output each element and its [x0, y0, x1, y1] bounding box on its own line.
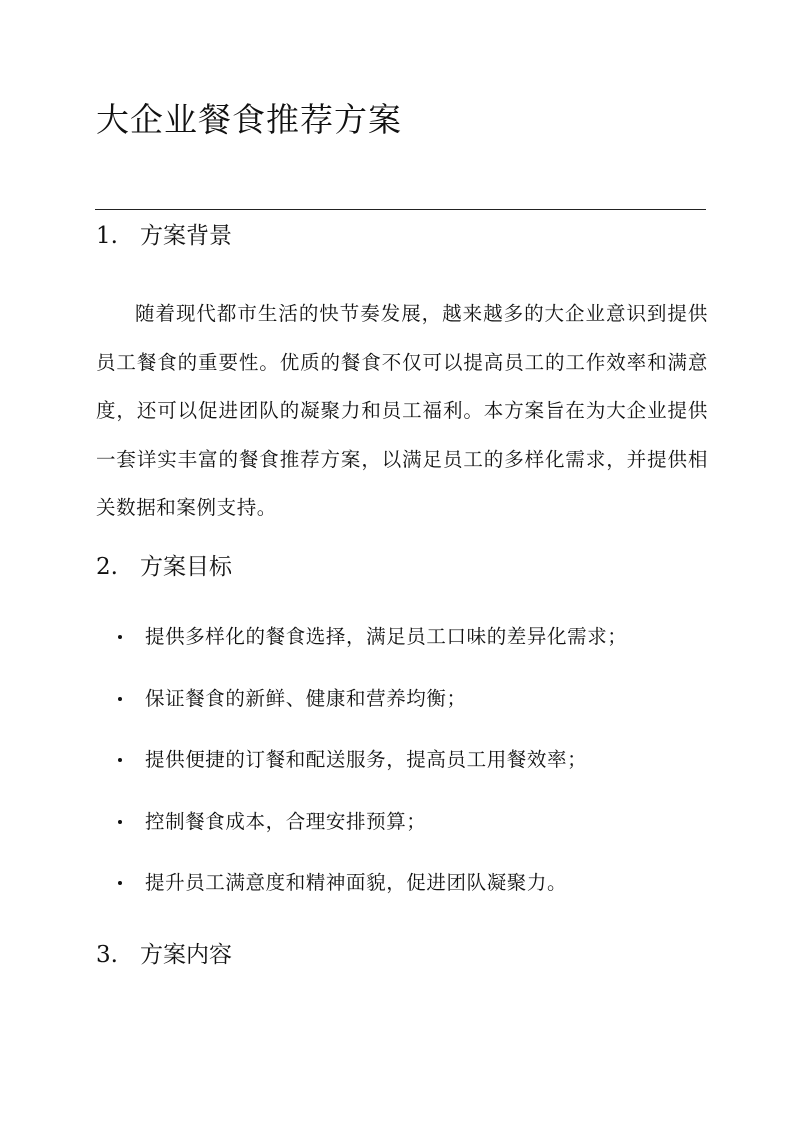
document-title: 大企业餐食推荐方案 [96, 100, 402, 139]
list-item [118, 740, 678, 802]
list-item-text: 保证餐食的新鲜、健康和营养均衡； [145, 686, 467, 710]
list-item [118, 863, 678, 925]
bullet-dot-icon [118, 635, 122, 639]
section-title: 方案目标 [140, 554, 232, 580]
section-heading-content [96, 939, 232, 971]
list-item [118, 679, 678, 741]
title-divider [95, 209, 706, 210]
section-heading-background [96, 220, 232, 252]
bullet-dot-icon [118, 881, 122, 885]
background-paragraph: 随着现代都市生活的快节奏发展，越来越多的大企业意识到提供员工餐食的重要性。优质的餐食不仅可以提高员工的工作效率和满意度，还可以促进团队的凝聚力和员工福利。本方案旨在为大企业提供一套详实丰富的餐食推荐方案，以满足员工的多样化需求，并提供相关数据和案例支持。 [96, 302, 708, 519]
section-number: 3. [96, 942, 118, 968]
goals-list [118, 617, 678, 925]
section-title: 方案背景 [140, 223, 232, 249]
list-item-text: 提供便捷的订餐和配送服务，提高员工用餐效率； [145, 748, 588, 771]
list-item [118, 617, 678, 679]
list-item [118, 802, 678, 864]
list-item-text: 控制餐食成本，合理安排预算； [145, 809, 427, 833]
section-title: 方案内容 [140, 942, 232, 968]
list-item-text: 提供多样化的餐食选择，满足员工口味的差异化需求； [145, 625, 628, 648]
section-heading-goals [96, 551, 232, 583]
section-number: 2. [96, 554, 118, 580]
bullet-dot-icon [118, 697, 122, 701]
bullet-dot-icon [118, 758, 122, 762]
list-item-text: 提升员工满意度和精神面貌，促进团队凝聚力。 [145, 871, 568, 894]
bullet-dot-icon [118, 820, 122, 824]
section-number: 1. [96, 223, 118, 249]
